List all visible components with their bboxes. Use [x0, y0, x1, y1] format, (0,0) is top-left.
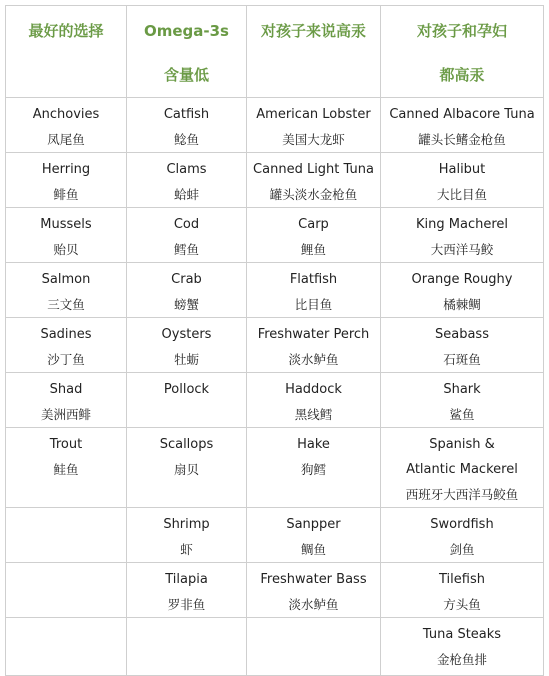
fish-name-english: Anchovies — [32, 107, 100, 122]
fish-cell-low-omega3 — [127, 618, 247, 676]
fish-name-chinese: 鲶鱼 — [173, 132, 199, 147]
fish-cell-best-choice — [6, 618, 127, 676]
fish-cell-low-omega3 — [127, 208, 247, 263]
fish-name-chinese: 扇贝 — [173, 462, 199, 477]
fish-name-english: Herring — [41, 162, 91, 177]
fish-name-english: Scallops — [159, 437, 214, 452]
header-line: 对孩子来说高汞 — [260, 22, 366, 40]
fish-cell-best-choice — [6, 208, 127, 263]
fish-name-english: Crab — [171, 272, 202, 287]
fish-name-chinese: 橘棘鲷 — [443, 297, 481, 312]
fish-cell-high-mercury-children — [247, 373, 381, 428]
fish-name-english: Cod — [173, 217, 200, 232]
header-low-omega3 — [127, 6, 247, 98]
fish-name-chinese: 淡水鲈鱼 — [288, 597, 339, 612]
fish-name-english: Mussels — [40, 217, 92, 232]
fish-name-english: Oysters — [161, 327, 212, 342]
fish-name-english: Sanpper — [286, 517, 341, 532]
fish-cell-high-mercury-children — [247, 318, 381, 373]
fish-name-chinese: 沙丁鱼 — [47, 352, 85, 367]
fish-cell-high-mercury-children — [247, 618, 381, 676]
fish-name-english: King Macherel — [416, 217, 508, 232]
fish-name-english: Pollock — [163, 382, 210, 397]
fish-cell-low-omega3 — [127, 153, 247, 208]
fish-cell-best-choice — [6, 373, 127, 428]
fish-cell-high-mercury-children-pregnant — [381, 98, 544, 153]
fish-cell-best-choice — [6, 428, 127, 508]
table-row — [6, 153, 544, 208]
fish-name-english: Tilefish — [439, 572, 485, 587]
fish-cell-high-mercury-children — [247, 153, 381, 208]
fish-name-english: Freshwater Perch — [257, 327, 370, 342]
fish-name-chinese: 金枪鱼排 — [436, 652, 487, 667]
fish-name-chinese: 美洲西鲱 — [40, 407, 91, 422]
fish-name-english: Canned Albacore Tuna — [389, 107, 535, 122]
fish-cell-low-omega3 — [127, 263, 247, 318]
fish-cell-low-omega3 — [127, 373, 247, 428]
header-best-choice — [6, 6, 127, 98]
fish-cell-high-mercury-children — [247, 263, 381, 318]
table-row — [6, 563, 544, 618]
fish-name-english: Spanish & — [429, 437, 495, 452]
fish-name-english: Shad — [49, 382, 83, 397]
fish-name-english: Clams — [166, 162, 207, 177]
fish-name-chinese: 牡蛎 — [173, 352, 199, 367]
fish-cell-high-mercury-children — [247, 428, 381, 508]
fish-name-english: Orange Roughy — [411, 272, 513, 287]
fish-name-english: Salmon — [41, 272, 91, 287]
fish-name-english: Haddock — [285, 382, 342, 397]
fish-cell-best-choice — [6, 563, 127, 618]
fish-cell-high-mercury-children — [247, 563, 381, 618]
header-line: Omega-3s — [143, 22, 229, 40]
fish-name-chinese: 西班牙大西洋马鲛鱼 — [405, 487, 519, 502]
fish-cell-best-choice — [6, 508, 127, 563]
fish-name-english: Flatfish — [289, 272, 338, 287]
fish-name-chinese: 罗非鱼 — [167, 597, 206, 612]
fish-cell-best-choice — [6, 153, 127, 208]
fish-name-chinese: 鲷鱼 — [300, 542, 326, 557]
fish-name-english: Halibut — [438, 162, 486, 177]
fish-name-chinese: 方头鱼 — [443, 597, 481, 612]
fish-cell-high-mercury-children — [247, 98, 381, 153]
table-row — [6, 318, 544, 373]
fish-name-english: Carp — [298, 217, 329, 232]
table-row — [6, 263, 544, 318]
fish-name-english: Freshwater Bass — [260, 572, 367, 587]
header-line: 最好的选择 — [28, 22, 104, 40]
fish-name-chinese: 鲤鱼 — [300, 242, 326, 257]
fish-name-chinese: 剑鱼 — [449, 542, 475, 557]
fish-mercury-table — [5, 5, 544, 676]
fish-cell-high-mercury-children — [247, 208, 381, 263]
fish-name-chinese: 鲨鱼 — [449, 407, 475, 422]
fish-name-chinese: 鲑鱼 — [53, 462, 79, 477]
header-high-mercury-children — [247, 6, 381, 98]
table-row — [6, 508, 544, 563]
fish-name-english: Sadines — [40, 327, 92, 342]
fish-cell-low-omega3 — [127, 563, 247, 618]
fish-name-english: American Lobster — [256, 107, 371, 122]
fish-cell-high-mercury-children-pregnant — [381, 508, 544, 563]
fish-name-chinese: 美国大龙虾 — [282, 132, 345, 147]
fish-name-chinese: 凤尾鱼 — [47, 132, 85, 147]
fish-cell-high-mercury-children-pregnant — [381, 428, 544, 508]
fish-name-chinese: 三文鱼 — [47, 297, 85, 312]
fish-name-chinese: 罐头淡水金枪鱼 — [269, 187, 358, 202]
fish-name-english: Trout — [49, 437, 83, 452]
fish-name-english: Seabass — [435, 327, 489, 342]
fish-cell-high-mercury-children-pregnant — [381, 208, 544, 263]
header-line: 含量低 — [163, 66, 209, 84]
fish-cell-low-omega3 — [127, 508, 247, 563]
fish-name-chinese: 大比目鱼 — [436, 187, 487, 202]
fish-cell-best-choice — [6, 98, 127, 153]
fish-name-chinese: 狗鳕 — [300, 462, 326, 477]
fish-name-english: Shark — [443, 382, 481, 397]
fish-cell-low-omega3 — [127, 428, 247, 508]
table-row — [6, 98, 544, 153]
fish-name-chinese: 淡水鲈鱼 — [288, 352, 339, 367]
fish-name-english: Hake — [297, 437, 330, 452]
fish-name-english: Atlantic Mackerel — [406, 462, 518, 477]
fish-cell-high-mercury-children-pregnant — [381, 618, 544, 676]
table-row — [6, 208, 544, 263]
table-row — [6, 373, 544, 428]
fish-cell-low-omega3 — [127, 318, 247, 373]
fish-cell-high-mercury-children-pregnant — [381, 563, 544, 618]
fish-name-chinese: 螃蟹 — [173, 297, 199, 312]
fish-name-english: Tuna Steaks — [422, 627, 502, 642]
fish-name-english: Swordfish — [430, 517, 494, 532]
table-header-row — [6, 6, 544, 98]
fish-cell-high-mercury-children-pregnant — [381, 153, 544, 208]
fish-name-english: Catfish — [163, 107, 210, 122]
fish-name-english: Canned Light Tuna — [253, 162, 374, 177]
fish-name-english: Shrimp — [163, 517, 210, 532]
fish-name-chinese: 鲱鱼 — [53, 187, 79, 202]
fish-cell-high-mercury-children — [247, 508, 381, 563]
table-row — [6, 618, 544, 676]
fish-name-chinese: 比目鱼 — [294, 297, 333, 312]
fish-name-chinese: 虾 — [180, 542, 193, 557]
fish-cell-high-mercury-children-pregnant — [381, 318, 544, 373]
table-row — [6, 428, 544, 508]
fish-name-chinese: 鳕鱼 — [173, 242, 199, 257]
header-line: 对孩子和孕妇 — [416, 22, 507, 40]
fish-cell-high-mercury-children-pregnant — [381, 373, 544, 428]
header-high-mercury-children-pregnant — [381, 6, 544, 98]
fish-name-chinese: 黑线鳕 — [294, 407, 333, 422]
fish-name-chinese: 贻贝 — [53, 242, 79, 257]
fish-cell-best-choice — [6, 263, 127, 318]
fish-name-chinese: 石斑鱼 — [443, 352, 481, 367]
fish-name-chinese: 蛤蚌 — [173, 187, 199, 202]
table-body — [6, 98, 544, 676]
header-line: 都高汞 — [439, 66, 485, 84]
fish-name-chinese: 大西洋马鲛 — [430, 242, 494, 257]
fish-cell-high-mercury-children-pregnant — [381, 263, 544, 318]
fish-name-chinese: 罐头长鳍金枪鱼 — [418, 132, 506, 147]
fish-cell-low-omega3 — [127, 98, 247, 153]
fish-cell-best-choice — [6, 318, 127, 373]
fish-name-english: Tilapia — [165, 572, 208, 587]
